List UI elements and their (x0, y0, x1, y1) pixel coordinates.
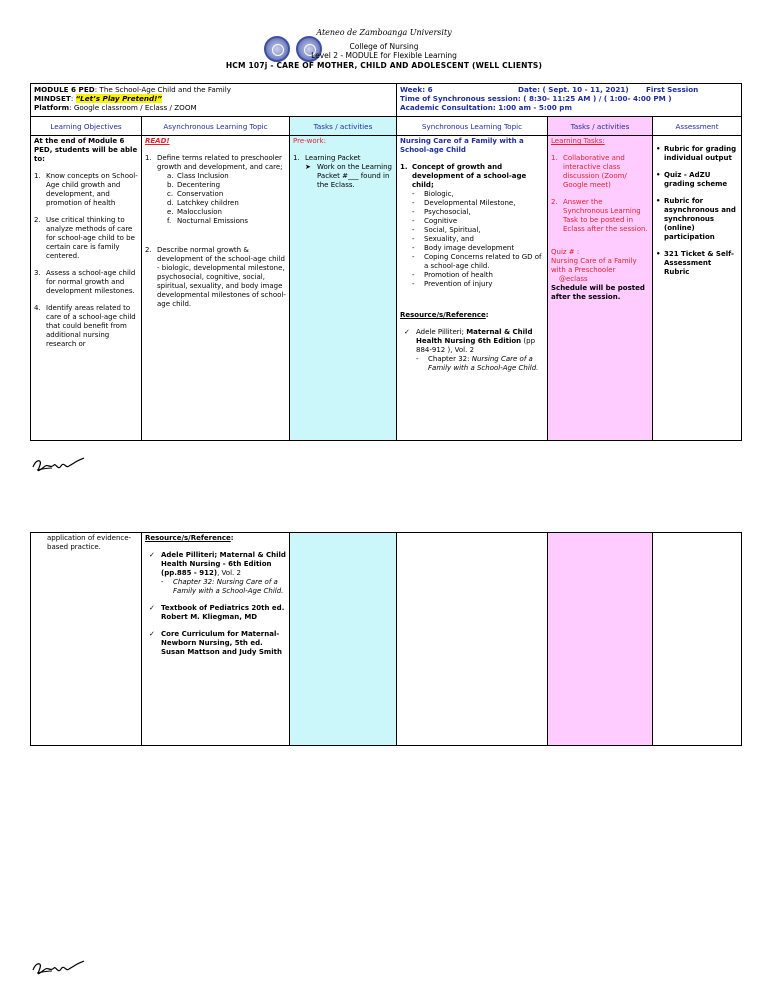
assessment-1: • Rubric for grading individual output (656, 145, 737, 162)
mindset-value: “Let’s Play Pretend!” (75, 94, 163, 103)
check-icon: ✓ (149, 630, 155, 638)
college-name: College of Nursing (349, 42, 419, 51)
col-learning-objectives: Learning Objectives (31, 117, 142, 136)
sync-topic-cell (397, 136, 548, 441)
assessment-continued-cell (653, 533, 742, 746)
objectives-intro: At the end of Module 6 PED, students will be able to: (34, 137, 138, 163)
sync-sub-list (400, 190, 544, 289)
tasks-async-cell (290, 136, 397, 441)
async-resource-1-chapter: - Chapter 32: Nursing Care of a Family with a School-Age Child. (161, 578, 284, 595)
read-label: READ! (145, 137, 170, 145)
week-label: Week: 6 (400, 85, 433, 94)
mindset-label: MINDSET (34, 94, 71, 103)
sync-sub-item: - Social, Spiritual, (412, 226, 481, 234)
check-icon: ✓ (404, 328, 410, 336)
objective-1: 1. Know concepts on School-Age child growth and development, and promotion of health (34, 172, 138, 207)
sync-resource-1: ✓ Adele Pilliteri; Maternal & Child Health Nursing 6th Edition (pp 884-912 ), Vol. 2 (404, 328, 536, 354)
consultation-time: Academic Consultation: 1:00 am - 5:00 pm (400, 103, 572, 112)
col-tasks-async: Tasks / activities (290, 117, 397, 136)
course-title: HCM 107j - CARE OF MOTHER, CHILD AND ADOLESCENT (WELL CLIENTS) (225, 61, 543, 70)
signature (30, 958, 85, 978)
arrow-bullet-icon: ➤ (305, 163, 311, 171)
tasks-sync-cell (548, 136, 653, 441)
check-icon: ✓ (149, 551, 155, 559)
prework-label: Pre-work: (293, 137, 326, 145)
assessment-2: • Quiz - AdZU grading scheme (656, 171, 728, 188)
objectives-cell (31, 136, 142, 441)
module-info (31, 84, 397, 117)
platform-value: : Google classroom / Eclass / ZOOM (69, 103, 197, 112)
assessment-4: • 321 Ticket & Self-Assessment Rubric (656, 250, 734, 276)
signature (30, 455, 85, 475)
assessment-3: • Rubric for asynchronous and synchronous (online) participation (656, 197, 736, 241)
learning-tasks-label: Learning Tasks: (551, 137, 605, 145)
check-icon: ✓ (149, 604, 155, 612)
tasks-sync-continued-cell (548, 533, 653, 746)
objective-4-continued: application of evidence-based practice. (47, 534, 132, 551)
col-assessment: Assessment (653, 117, 742, 136)
sync-title: Nursing Care of a Family with a School-age Child (400, 137, 524, 154)
async-resource-1: ✓ Adele Pilliteri; Maternal & Child Health Nursing - 6th Edition (pp.885 - 912), Vol. 2 (149, 551, 286, 577)
learning-packet-sub: ➤ Work on the Learning Packet #___ found in the Eclass. (305, 163, 392, 189)
async-resources-title: Resource/s/Reference: (145, 534, 234, 542)
term-a: a. Class Inclusion (167, 172, 229, 180)
term-b: b. Decentering (167, 181, 221, 189)
sync-task-2: 2. Answer the Synchronous Learning Task to be posted in Eclass after the session. (551, 198, 648, 233)
sync-task-1: 1. Collaborative and interactive class discussion (Zoom/ Google meet) (551, 154, 627, 189)
content-row (31, 136, 742, 441)
info-row (31, 84, 742, 117)
module-title: : The School-Age Child and the Family (94, 85, 231, 94)
platform-label: Platform (34, 103, 70, 112)
objectives-continued-cell (31, 533, 142, 746)
sync-time: Time of Synchronous session: ( 8:30- 11:25 AM ) / ( 1:00- 4:00 PM ) (400, 94, 672, 103)
university-name: Ateneo de Zamboanga University (316, 28, 452, 37)
objective-3: 3. Assess a school-age child for normal growth and development milestones. (34, 269, 136, 295)
quiz-text: Nursing Care of a Family with a Preschooler (551, 257, 637, 274)
level-line: Level 2 - MODULE for Flexible Learning (311, 51, 457, 60)
module-label: MODULE 6 PED (34, 85, 95, 94)
sync-sub-item: - Sexuality, and (412, 235, 474, 243)
async-resource-3: ✓ Core Curriculum for Maternal-Newborn Nursing, 5th ed. Susan Mattson and Judy Smith (149, 630, 282, 656)
sync-item-1: 1. Concept of growth and development of a school-age child; (400, 163, 527, 189)
term-d: d. Latchkey children (167, 199, 239, 207)
tasks-async-continued-cell (290, 533, 397, 746)
async-resource-2: ✓ Textbook of Pediatrics 20th ed. Robert M. Kliegman, MD (149, 604, 285, 621)
sync-sub-item: - Body image development (412, 244, 515, 252)
async-resources-cell (142, 533, 290, 746)
eclass-label: @eclass (559, 275, 588, 283)
sync-sub-item: - Promotion of health (412, 271, 493, 279)
async-item-1: 1. Define terms related to preschooler growth and development, and care; (145, 154, 283, 171)
session-label: First Session (646, 85, 699, 94)
column-header-row (31, 117, 742, 136)
assessment-cell (653, 136, 742, 441)
sync-sub-item: - Biologic, (412, 190, 454, 198)
col-async-topic: Asynchronous Learning Topic (142, 117, 290, 136)
module-table-page2 (30, 532, 742, 746)
sync-resources-title: Resource/s/Reference: (400, 311, 489, 319)
sync-topic-continued-cell (397, 533, 548, 746)
date-label: Date: ( Sept. 10 - 11, 2021) (518, 85, 629, 94)
sync-resource-1-chapter: - Chapter 32: Nursing Care of a Family with a School-Age Child. (416, 355, 539, 372)
col-tasks-sync: Tasks / activities (548, 117, 653, 136)
mindset-sep: : (70, 94, 76, 103)
sync-sub-item: - Prevention of injury (412, 280, 493, 288)
term-f: f. Nocturnal Emissions (167, 217, 248, 225)
sync-sub-item: - Psychosocial, (412, 208, 471, 216)
sync-sub-item: - Coping Concerns related to GD of a school-age child. (412, 253, 542, 270)
col-sync-topic: Synchronous Learning Topic (397, 117, 548, 136)
async-topic-cell (142, 136, 290, 441)
sync-sub-item: - Developmental Milestone, (412, 199, 516, 207)
quiz-label: Quiz # : (551, 248, 580, 256)
module-table-page1 (30, 83, 742, 441)
objective-4: 4. Identify areas related to care of a school-age child that could benefit from additional nursing research or (34, 304, 136, 348)
term-c: c. Conservation (167, 190, 224, 198)
sync-sub-item: - Cognitive (412, 217, 458, 225)
schedule-info (397, 84, 742, 117)
async-item-2: 2. Describe normal growth & development of the school-age child - biologic, developmental milestone, psychosocial, cognitive, social, spiritual, sexuality, and body image developmental milestones of school-age child. (145, 246, 286, 308)
term-e: e. Malocclusion (167, 208, 222, 216)
objective-2: 2. Use critical thinking to analyze methods of care for school-age child to be certain care is family centered. (34, 216, 135, 260)
continuation-row (31, 533, 742, 746)
schedule-note: Schedule will be posted after the session. (551, 284, 645, 301)
learning-packet-item: 1. Learning Packet (293, 154, 361, 162)
